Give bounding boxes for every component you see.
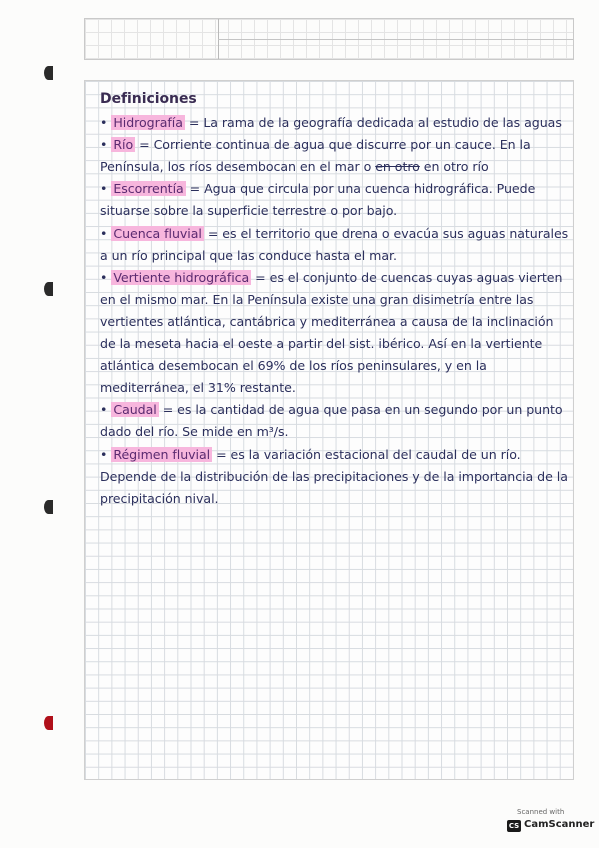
definition-rio: • Río = Corriente continua de agua que discurre por un cauce. En la Península, los ríos desembocan en el mar o en otro en otro río: [100, 137, 531, 175]
definition-text-after: en otro río: [419, 159, 489, 175]
term: Cuenca fluvial: [113, 225, 202, 241]
term: Vertiente hidrográfica: [113, 269, 250, 285]
definition-text: = Agua que circula por una cuenca hidrográfica. Puede situarse sobre la superficie terrestre o por bajo.: [100, 181, 536, 219]
scanner-caption: Scanned with: [517, 808, 565, 816]
scanner-watermark: [507, 808, 595, 838]
definition-regimen-fluvial: • Régimen fluvial = es la variación estacional del caudal de un río. Depende de la distribución de las precipitaciones y de la importancia de la precipitación nival.: [100, 446, 568, 506]
header-box: [84, 18, 574, 60]
definition-hidrografia: • Hidrografía = La rama de la geografía dedicada al estudio de las aguas: [100, 115, 562, 131]
definition-text: = es la variación estacional del caudal de un río. Depende de la distribución de las precipitaciones y de la importancia de la precipitación nival.: [100, 446, 568, 506]
scanner-brand: CamScanner: [524, 819, 595, 830]
binder-hole-2: [44, 282, 53, 296]
binder-hole-4: [44, 716, 53, 730]
definition-text: = es el territorio que drena o evacúa sus aguas naturales a un río principal que las conduce hasta el mar.: [100, 225, 569, 263]
binder-hole-3: [44, 500, 53, 514]
notes-text: [100, 88, 570, 510]
term: Régimen fluvial: [113, 446, 211, 462]
definition-vertiente-hidrografica: • Vertiente hidrográfica = es el conjunto de cuencas cuyas aguas vierten en el mismo mar. En la Península existe una gran disimetría entre las vertientes atlántica, cantábrica y mediterránea a causa de la inclinación de la meseta hacia el oeste a partir del sist. ibérico. Así en la vertiente atlántica desembocan el 69% de los ríos peninsulares, y en la mediterránea, el 31% restante.: [100, 269, 563, 396]
term: Caudal: [113, 402, 157, 418]
binder-hole-1: [44, 66, 53, 80]
term: Río: [113, 137, 134, 153]
struck-text: en otro: [375, 159, 420, 175]
definition-escorrentia: • Escorrentía = Agua que circula por una cuenca hidrográfica. Puede situarse sobre la superficie terrestre o por bajo.: [100, 181, 536, 219]
definition-text: = es la cantidad de agua que pasa en un segundo por un punto dado del río. Se mide en m³/s.: [100, 402, 563, 440]
definition-cuenca-fluvial: • Cuenca fluvial = es el territorio que drena o evacúa sus aguas naturales a un río principal que las conduce hasta el mar.: [100, 225, 569, 263]
camscanner-logo-icon: CS: [508, 822, 520, 830]
definition-caudal: • Caudal = es la cantidad de agua que pasa en un segundo por un punto dado del río. Se mide en m³/s.: [100, 402, 563, 440]
page-title: Definiciones: [100, 91, 197, 107]
definition-text: = La rama de la geografía dedicada al estudio de las aguas: [184, 115, 562, 131]
term: Escorrentía: [113, 181, 184, 197]
definition-text: = es el conjunto de cuencas cuyas aguas vierten en el mismo mar. En la Península existe una gran disimetría entre las vertientes atlántica, cantábrica y mediterránea a causa de la inclinación de la meseta hacia el oeste a partir del sist. ibérico. Así en la vertiente atlántica desembocan el 69% de los ríos peninsulares, y en la mediterránea, el 31% restante.: [100, 269, 563, 396]
definition-text: = Corriente continua de agua que discurre por un cauce. En la Península, los ríos desembocan en el mar o: [100, 137, 531, 175]
header-line: [218, 39, 573, 40]
term: Hidrografía: [113, 115, 183, 131]
